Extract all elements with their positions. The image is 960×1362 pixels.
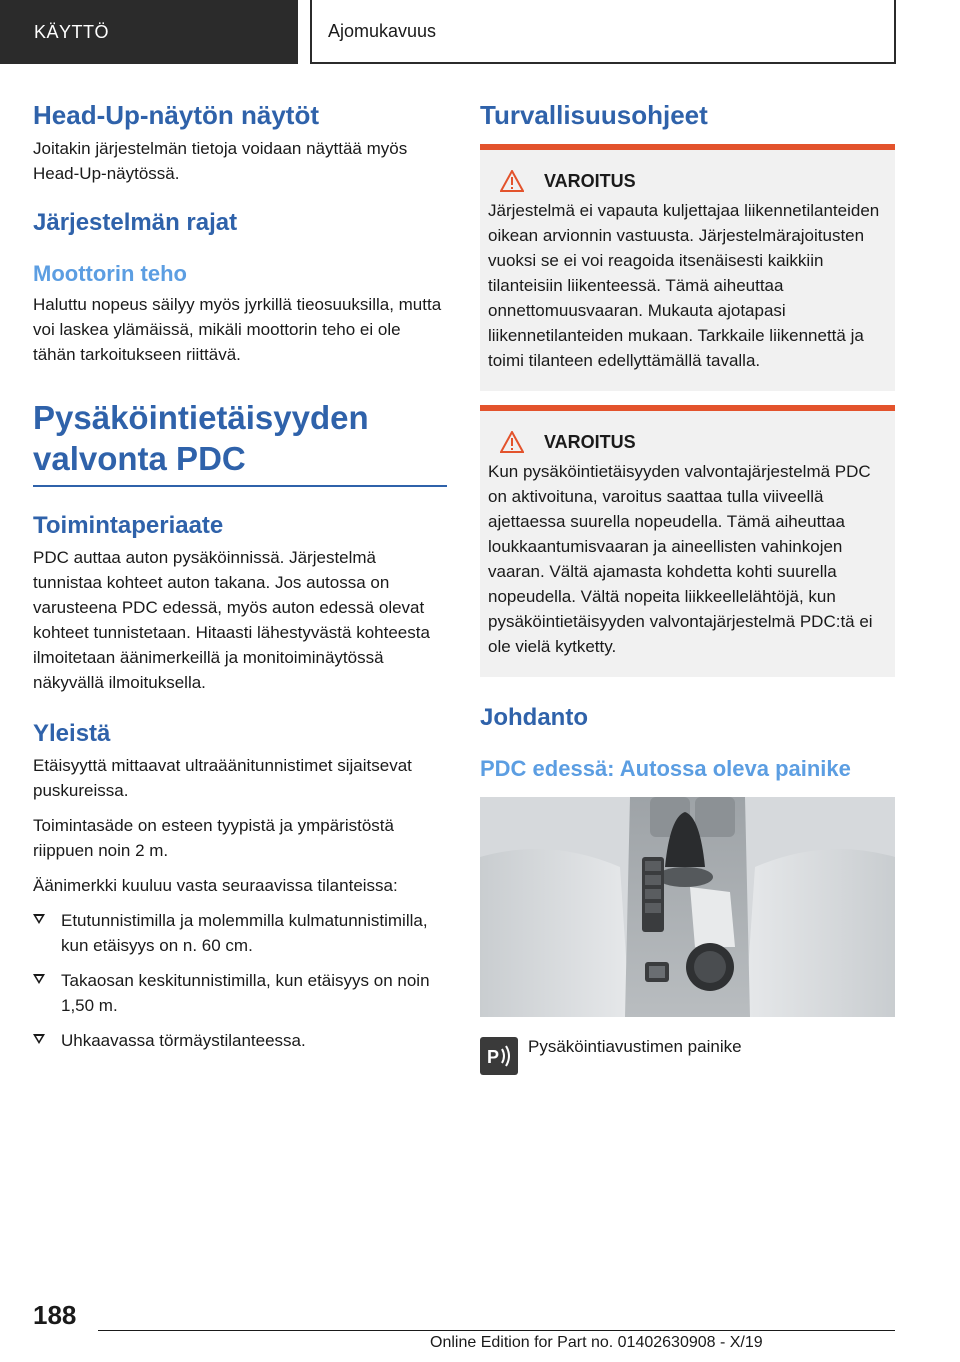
parking-assist-button-icon (480, 1037, 518, 1075)
heading-pdc-line1: Pysäköintietäisyyden (33, 399, 369, 436)
list-item (33, 908, 447, 958)
para-range: Toimintasäde on esteen tyypistä ja ympäristöstä riippuen noin 2 m. (33, 816, 394, 860)
warning-triangle-icon (500, 431, 524, 453)
heading-pdc-line2: valvonta PDC (33, 440, 246, 477)
header-section-label: KÄYTTÖ (34, 21, 110, 42)
list-item (33, 1028, 447, 1053)
footer-rule (98, 1330, 895, 1331)
warning-text: Järjestelmä ei vapauta kuljettajaa liikennetilanteiden oikean arvionnin vastuusta. Järjestelmärajoitusten vuoksi se ei voi reagoida itsenäisesti kaikkiin tilanteisiin liikenteessä. Tämä aiheuttaa onnettomuusvaaran. Mukauta ajotapasi liikennetilanteiden mukaan. Tarkkaile liikennettä ja toimi tilanteen edellyttämällä tavalla. (488, 201, 880, 370)
warning-title-text: VAROITUS (544, 170, 636, 191)
bullet-text: Etutunnistimilla ja molemmilla kulmatunnistimilla, kun etäisyys on n. 60 cm. (61, 911, 428, 955)
footer-text: Online Edition for Part no. 01402630908 - X/19 (430, 1334, 763, 1351)
heading-pdc-button: PDC edessä: Autossa oleva painike (480, 756, 851, 781)
triangle-bullet-icon (33, 1034, 45, 1044)
svg-text:P: P (487, 1047, 500, 1067)
warning-title-text: VAROITUS (544, 431, 636, 452)
triangle-bullet-icon (33, 914, 45, 924)
heading-engine-power: Moottorin teho (33, 261, 187, 286)
header-chapter-label: Ajomukavuus (328, 20, 437, 41)
warning-title (488, 431, 887, 453)
bullet-list (33, 908, 447, 1053)
bullet-text: Takaosan keskitunnistimilla, kun etäisyys on noin 1,50 m. (61, 971, 430, 1015)
header-section (0, 0, 298, 64)
para-sensors: Etäisyyttä mittaavat ultraäänitunnistimet sijaitsevat puskureissa. (33, 756, 412, 800)
pdc-caption (480, 1037, 895, 1075)
para-head-up: Joitakin järjestelmän tietoja voidaan näyttää myös Head-Up-näytössä. (33, 139, 408, 183)
list-item (33, 968, 447, 1018)
caption-text: Pysäköintiavustimen painike (528, 1036, 742, 1056)
para-engine-power: Haluttu nopeus säilyy myös jyrkillä tieosuuksilla, mutta voi laskea ylämäissä, mikäli moottorin teho ei ole tähän tarkoitukseen riittävä. (33, 295, 442, 364)
left-column (33, 100, 447, 1063)
heading-head-up: Head-Up-näytön näytöt (33, 100, 319, 130)
console-illustration (480, 797, 895, 1017)
warning-box-2 (480, 405, 895, 677)
heading-principle: Toimintaperiaate (33, 512, 224, 539)
para-principle: PDC auttaa auton pysäköinnissä. Järjestelmä tunnistaa kohteet auton takana. Jos autossa on varusteena PDC edessä, myös auton edessä olevat kohteet tunnistetaan. Hitaasti lähestyvästä kohteesta ilmoitetaan äänimerkeillä ja monitoiminäytössä näkyvällä ilmoituksella. (33, 548, 430, 692)
header-chapter (310, 0, 896, 64)
bullet-text: Uhkaavassa törmäystilanteessa. (61, 1031, 306, 1050)
heading-rule (33, 485, 447, 487)
warning-text: Kun pysäköintietäisyyden valvontajärjestelmä PDC on aktivoituna, varoitus saattaa tulla viiveellä ajettaessa suurella nopeudella. Tämä aiheuttaa loukkaantumisvaaran ja aineellisten vahinkojen vaaran. Vältä ajamasta kohdetta kohti suurella nopeudella. Vältä nopeita liikkeellelähtöjä, kun pysäköintietäisyyden valvontajärjestelmä PDC:tä ei ole vielä kytketty. (488, 462, 873, 656)
page-number: 188 (33, 1300, 77, 1330)
right-column (480, 100, 895, 1075)
para-signal: Äänimerkki kuuluu vasta seuraavissa tilanteissa: (33, 876, 398, 895)
heading-general: Yleistä (33, 720, 111, 747)
triangle-bullet-icon (33, 974, 45, 984)
warning-title (488, 170, 887, 192)
heading-safety: Turvallisuusohjeet (480, 100, 708, 130)
heading-intro: Johdanto (480, 704, 588, 731)
heading-system-limits: Järjestelmän rajat (33, 209, 238, 236)
center-console-photo (480, 797, 895, 1017)
warning-triangle-icon (500, 170, 524, 192)
warning-box-1 (480, 144, 895, 391)
